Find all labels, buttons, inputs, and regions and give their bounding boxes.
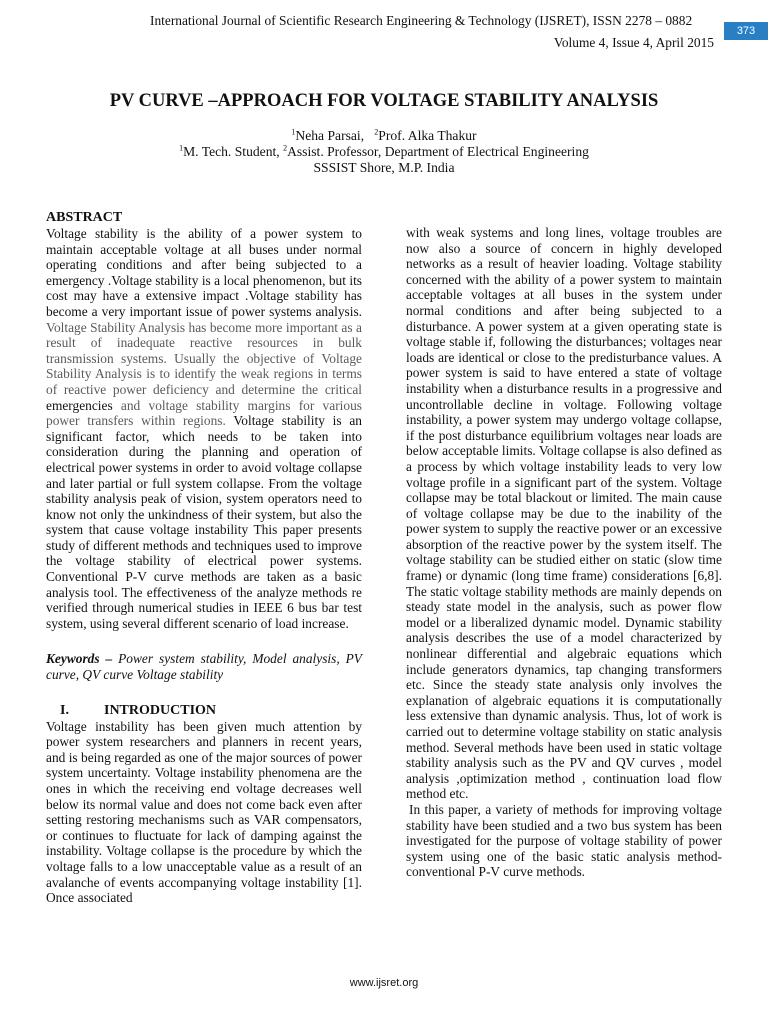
abstract-text-1: Voltage stability is the ability of a power system to maintain acceptable voltage at all buses under normal operating conditions and after being subjected to a emergency .Voltage stability is a local phenomenon, but its cost may have a extensive impact .Voltage stability has become a very important issue of power systems analysis. (46, 226, 362, 319)
author2-name: Prof. Alka Thakur (378, 128, 477, 143)
right-column (406, 225, 722, 880)
page-number-badge: 373 (724, 22, 768, 40)
section-title: INTRODUCTION (104, 702, 217, 718)
right-paragraph-1: with weak systems and long lines, voltage troubles are now also a source of concern in highly developed networks as a result of heavier loading. Voltage stability concerned with the ability of a power system to maintain acceptable voltages at all buses in the system under normal conditions and after being subjected to a disturbance. A power system at a given operating state is voltage stable if, following the disturbances; voltages near loads are identical or close to the predisturbance values. A power system is said to have entered a state of voltage instability when a disturbance results in a progressive and uncontrollable decline in voltage. Following voltage instability, a power system may undergo voltage collapse, if the post disturbance equilibrium voltages near loads are below acceptable limits. Voltage collapse is also defined as a process by which voltage instability leads to very low voltage profile in a significant part of the system. Voltage collapse may be total blackout or limited. The main cause of voltage collapse may be due to the inability of the power system to supply the reactive power or an excessive absorption of the reactive power by the system itself. The voltage stability can be studied either on static (slow time frame) or dynamic (long time frame) considerations [6,8]. The static voltage stability methods are mainly depends on steady state model in the analysis, such as power flow model or a liberalized dynamic model. Dynamic stability analysis describes the use of a model characterized by nonlinear differential and algebraic equations which include generators dynamics, tap changing transformers etc. Since the steady state analysis only involves the explanation of algebraic equations it is computationally less extensive than dynamic analysis. Thus, lot of work is carried out to determine voltage stability on static analysis method. Several methods have been used in static voltage stability analysis such as the PV and QV curves , model analysis ,optimization method , continuation load flow method etc. (406, 225, 722, 802)
keywords (46, 651, 362, 682)
right-paragraph-2: In this paper, a variety of methods for improving voltage stability have been studied and a two bus system has been investigated for the purpose of voltage stability of power system using one of the basic static analysis method- conventional P-V curve methods. (406, 801, 722, 880)
section-number: I. (60, 702, 69, 718)
author-block (0, 128, 768, 176)
introduction-heading (46, 703, 362, 719)
abstract-text-2: Voltage Stability Analysis has become more important as a result of inadequate reactive resources in bulk transmission systems. Usually the objective of Voltage Stability Analysis is to identify the weak regions in terms of reactive power deficiency and determine the critical (46, 319, 362, 397)
abstract-text-5: Voltage stability is an significant factor, which needs to be taken into consideration during the planning and operation of electrical power systems in order to avoid voltage collapse and later partial or full system collapse. From the voltage stability analysis peak of vision, system operators need to know not only the unkindness of their system, but also the system that cause voltage instability This paper presents study of different methods and techniques used to improve the voltage stability of electrical power systems. Conventional P-V curve methods are taken as a basic analysis tool. The effectiveness of the analyze methods re verified through numerical studies in IEEE 6 bus bar test system, using several different scenario of load increase. (46, 413, 362, 631)
author-affiliations (0, 144, 768, 160)
author2-superscript: 2 (374, 127, 379, 137)
introduction-paragraph: Voltage instability has been given much attention by power system researchers and planners in recent years, and is being regarded as one of the major sources of power system uncertainty. Voltage instability phenomena are the ones in which the receiving end voltage decreases well below its normal value and does not come back even after setting restoring mechanisms such as VAR compensators, or continues to fluctuate for lack of damping against the instability. Voltage collapse is the procedure by which the voltage falls to a low unacceptable value as a result of an avalanche of events accompanying voltage instability [1]. Once associated (46, 718, 362, 906)
paper-title: PV CURVE –APPROACH FOR VOLTAGE STABILITY ANALYSIS (109, 91, 659, 111)
affiliation2: Assist. Professor, Department of Electrical Engineering (287, 144, 589, 159)
journal-header: International Journal of Scientific Research Engineering & Technology (IJSRET), ISSN 2278 – 0882 (150, 13, 693, 28)
abstract-text-4: and voltage stability margins for various power transfers within regions. (46, 397, 362, 429)
institution: SSSIST Shore, M.P. India (313, 160, 455, 175)
keywords-text: Power system stability, Model analysis, PV curve, QV curve Voltage stability (46, 651, 362, 683)
abstract-heading: ABSTRACT (46, 210, 123, 225)
affiliation1: M. Tech. Student, (183, 144, 280, 159)
left-column (46, 210, 362, 906)
keywords-label: Keywords – (46, 651, 113, 667)
abstract-paragraph (46, 226, 362, 631)
affiliation2-superscript: 2 (283, 143, 288, 153)
author-names (0, 128, 768, 144)
author1-superscript: 1 (291, 127, 296, 137)
affiliation1-superscript: 1 (179, 143, 184, 153)
volume-issue: Volume 4, Issue 4, April 2015 (553, 35, 714, 50)
footer-url: www.ijsret.org (349, 977, 419, 989)
abstract-text-3: emergencies (46, 397, 113, 413)
author1-name: Neha Parsai, (295, 128, 365, 143)
